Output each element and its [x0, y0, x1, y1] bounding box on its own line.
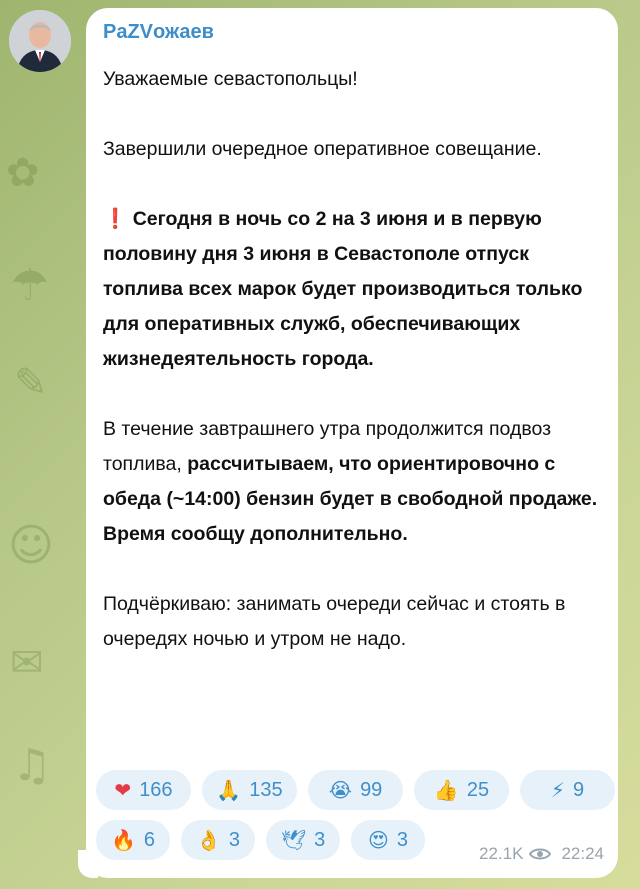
- sender-name[interactable]: PaZVожаев: [103, 21, 214, 43]
- exclamation-icon: ❗: [103, 208, 128, 230]
- message-meta: [479, 844, 604, 864]
- background-doodle: ✉: [10, 640, 44, 686]
- reaction-count: 3: [228, 828, 241, 851]
- reaction-count: 6: [143, 828, 156, 851]
- fire-icon: 🔥: [110, 828, 136, 852]
- message-time: 22:24: [561, 844, 604, 863]
- message-paragraph: Завершили очередное оперативное совещание.: [103, 138, 542, 160]
- reaction-ok-hand[interactable]: [181, 820, 255, 860]
- message-bold-text: Сегодня в ночь со 2 на 3 июня и в первую половину дня 3 июня в Севастополе отпуск топлива всех марок будет производиться только для оперативных служб, обеспечивающих жизнедеятельность города.: [103, 208, 583, 370]
- reactions-row: [96, 770, 615, 810]
- reactions-row: [96, 820, 425, 860]
- reaction-count: 3: [396, 828, 408, 851]
- background-doodle: ✎: [14, 360, 48, 406]
- heart-eyes-icon: 😍: [368, 828, 389, 852]
- background-doodle: ✿: [6, 150, 40, 196]
- message-bold-text: рассчитываем, что ориентировочно с обеда (~14:00) бензин будет в свободной продаже. Время сообщу дополнительно.: [103, 453, 598, 545]
- reaction-count: 3: [314, 828, 326, 851]
- lightning-icon: ⚡: [550, 778, 565, 802]
- message-normal-text: В течение завтрашнего утра продолжится подвоз топлива,: [103, 418, 552, 475]
- reaction-heart-eyes[interactable]: [351, 820, 425, 860]
- message-greeting: Уважаемые севастопольцы!: [103, 68, 358, 90]
- background-doodle: ♫: [12, 740, 52, 791]
- message-bubble[interactable]: [86, 8, 618, 878]
- message-paragraph: [103, 412, 608, 552]
- heart-icon: ❤: [114, 778, 132, 802]
- ok-hand-icon: 👌: [195, 828, 221, 852]
- reaction-count: 166: [139, 778, 173, 801]
- reaction-fire[interactable]: [96, 820, 170, 860]
- channel-avatar[interactable]: [9, 10, 71, 72]
- crying-face-icon: 😭: [328, 778, 353, 802]
- background-doodle: ☺: [8, 520, 54, 571]
- message-paragraph-important: [103, 202, 608, 377]
- praying-hands-icon: 🙏: [216, 778, 242, 802]
- reaction-crying-face[interactable]: [308, 770, 403, 810]
- person-avatar-icon: [9, 10, 71, 72]
- message-paragraph: Подчёркиваю: занимать очереди сейчас и стоять в очередях ночью и утром не надо.: [103, 593, 566, 650]
- thumbs-up-icon: 👍: [433, 778, 459, 802]
- reaction-dove[interactable]: [266, 820, 340, 860]
- reaction-count: 9: [572, 778, 585, 801]
- view-count: 22.1K: [479, 844, 524, 863]
- reaction-praying-hands[interactable]: [202, 770, 297, 810]
- background-doodle: ☂: [10, 260, 50, 311]
- message-text: [103, 62, 608, 657]
- reaction-heart[interactable]: [96, 770, 191, 810]
- reaction-count: 99: [360, 778, 383, 801]
- eye-icon: [529, 847, 551, 861]
- reaction-count: 135: [249, 778, 283, 801]
- dove-icon: 🕊: [280, 828, 307, 852]
- reaction-thumbs-up[interactable]: [414, 770, 509, 810]
- reaction-count: 25: [466, 778, 490, 801]
- reaction-lightning[interactable]: [520, 770, 615, 810]
